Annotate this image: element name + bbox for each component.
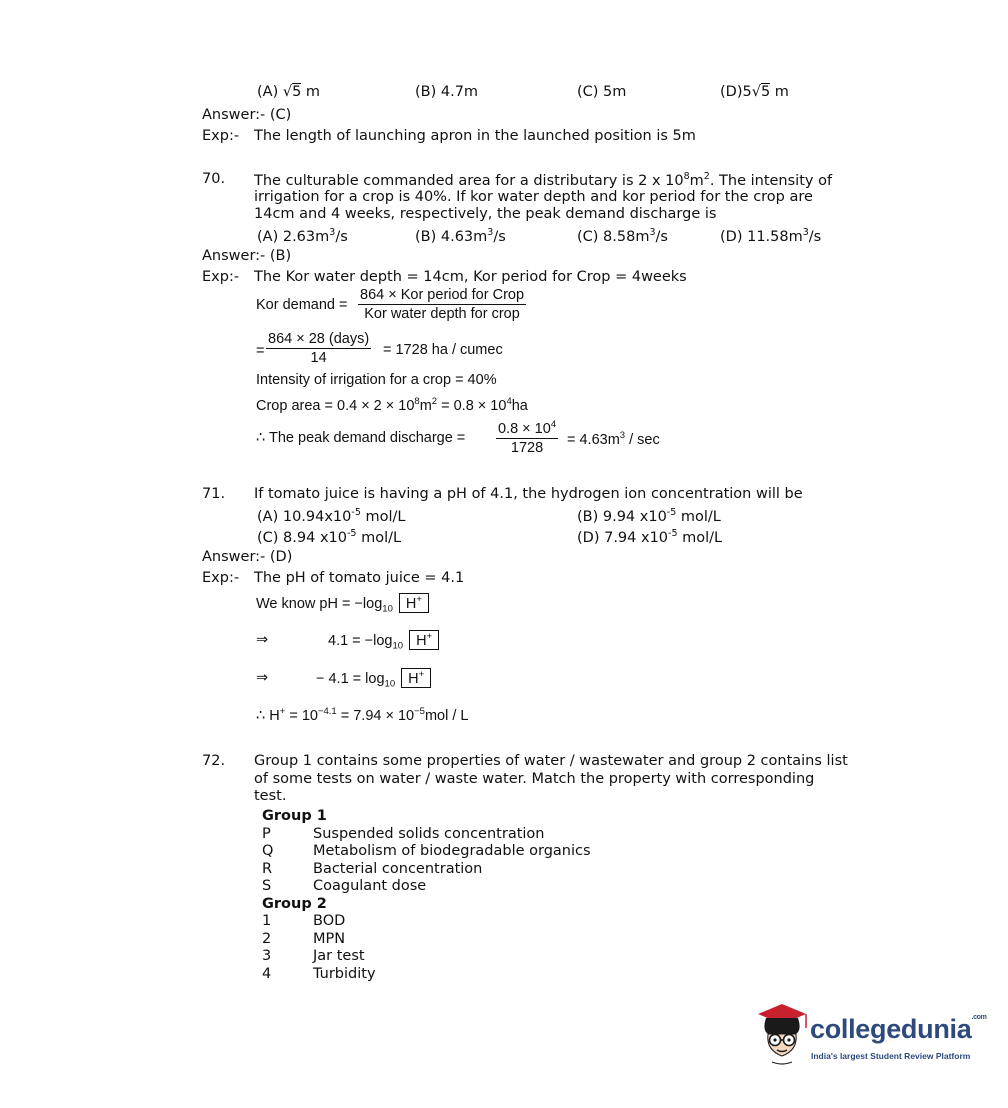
- q70-option-b: (B) $4.63m^3/s$: [415, 227, 506, 245]
- group1-key: R: [262, 861, 273, 877]
- intensity-line: Intensity of irrigation for a crop = 40%: [256, 372, 497, 388]
- q69-option-b: (B) 4.7m: [415, 84, 479, 100]
- q70-exp-text: The Kor water depth = 14cm, Kor period for Crop = 4weeks: [254, 269, 687, 285]
- q70-line1: The culturable commanded area for a distributary is 2 x $10^8m^2$. The intensity of: [254, 171, 833, 189]
- group2-key: 4: [262, 966, 272, 982]
- group1-text: Metabolism of biodegradable organics: [313, 843, 591, 859]
- group2-key: 3: [262, 948, 272, 964]
- calc-result: = 1728 ha / cumec: [383, 342, 503, 358]
- q70-number: 70.: [202, 171, 226, 187]
- group2-key: 1: [262, 913, 272, 929]
- peak-result: = $4.63m^3$ / sec: [567, 430, 660, 448]
- q70-exp-label: Exp:-: [202, 269, 240, 285]
- crop-area-line: Crop area = $0.4 \times 2 \times 10^8m^2 = 0.8 \times 10^4ha$: [256, 396, 528, 414]
- implies-arrow-2: ⇒: [256, 670, 269, 686]
- q71-exp-label: Exp:-: [202, 570, 240, 586]
- q71-option-b: (B) 9.94 $x10^{-5}$ mol/L: [577, 507, 721, 525]
- ph-step-1: $4.1 = -\log_{10}$ H+: [328, 630, 435, 652]
- q70-option-c: (C) $8.58m^3/s$: [577, 227, 668, 245]
- collegedunia-logo: [752, 1000, 987, 1070]
- peak-numerator: $0.8 \times 10^4$: [498, 419, 557, 437]
- group2-text: Turbidity: [313, 966, 376, 982]
- group1-title: Group 1: [262, 808, 327, 824]
- q72-line2: of some tests on water / waste water. Match the property with corresponding: [254, 771, 815, 787]
- q70-option-a: (A) $2.63m^3/s$: [257, 227, 348, 245]
- brand-name: collegedunia$^{.com}$: [810, 1014, 987, 1044]
- kor-demand-denominator: Kor water depth for crop: [364, 306, 520, 322]
- group2-key: 2: [262, 931, 272, 947]
- ph-definition: We know pH = $-\log_{10}$ H+: [256, 593, 425, 615]
- group1-text: Coagulant dose: [313, 878, 427, 894]
- q69-exp-text: The length of launching apron in the launched position is 5m: [254, 128, 696, 144]
- peak-demand-label: ∴ The peak demand discharge =: [256, 430, 466, 446]
- ph-step-2: − $4.1 = \log_{10} H^+$: [316, 668, 427, 690]
- ph-final-result: ∴ $H^+ = 10^{-4.1} = 7.94 \times 10^{-5}mol / L$: [256, 706, 469, 724]
- brand-tagline: India's largest Student Review Platform: [811, 1051, 971, 1061]
- mascot-icon: [752, 1000, 810, 1066]
- q72-number: 72.: [202, 753, 226, 769]
- calc-denominator: 14: [310, 350, 327, 366]
- group2-text: BOD: [313, 913, 346, 929]
- q71-option-a: (A) $10.94x10^{-5}$ mol/L: [257, 507, 406, 525]
- group2-title: Group 2: [262, 896, 327, 912]
- q70-line2: irrigation for a crop is 40%. If kor water depth and kor period for the crop are: [254, 189, 813, 205]
- q71-answer: Answer:- (D): [202, 549, 293, 565]
- q70-answer: Answer:- (B): [202, 248, 292, 264]
- group1-key: S: [262, 878, 272, 894]
- q71-number: 71.: [202, 486, 226, 502]
- q69-option-c: (C) 5m: [577, 84, 627, 100]
- q71-question: If tomato juice is having a pH of 4.1, the hydrogen ion concentration will be: [254, 486, 803, 502]
- q71-option-d: (D) 7.94 $x10^{-5}$ mol/L: [577, 528, 723, 546]
- group1-text: Bacterial concentration: [313, 861, 483, 877]
- group2-text: Jar test: [313, 948, 365, 964]
- group2-text: MPN: [313, 931, 346, 947]
- kor-demand-numerator: 864 × Kor period for Crop: [360, 287, 525, 303]
- q72-line1: Group 1 contains some properties of water / wastewater and group 2 contains list: [254, 753, 848, 769]
- peak-denominator: 1728: [510, 439, 544, 456]
- group1-key: P: [262, 826, 271, 842]
- q70-option-d: (D) $11.58m^3/s$: [720, 227, 822, 245]
- implies-arrow-1: ⇒: [256, 632, 269, 648]
- kor-demand-label: Kor demand =: [256, 297, 348, 313]
- q69-answer: Answer:- (C): [202, 107, 292, 123]
- q72-line3: test.: [254, 788, 287, 804]
- q69-option-a: (A) √5 m: [257, 84, 321, 100]
- q69-exp-label: Exp:-: [202, 128, 240, 144]
- q70-line3: 14cm and 4 weeks, respectively, the peak demand discharge is: [254, 206, 717, 222]
- group1-text: Suspended solids concentration: [313, 826, 545, 842]
- q71-exp-text: The pH of tomato juice = 4.1: [254, 570, 465, 586]
- calc-equals: =: [256, 343, 265, 359]
- peak-fraction: [496, 419, 558, 456]
- q71-option-c: (C) 8.94 $x10^{-5}$ mol/L: [257, 528, 402, 546]
- q69-option-d: (D)5√5 m: [720, 84, 789, 100]
- group1-key: Q: [262, 843, 274, 859]
- calc-numerator: 864 × 28 (days): [268, 331, 370, 347]
- calc-fraction: [266, 331, 371, 366]
- kor-demand-fraction: [358, 287, 526, 322]
